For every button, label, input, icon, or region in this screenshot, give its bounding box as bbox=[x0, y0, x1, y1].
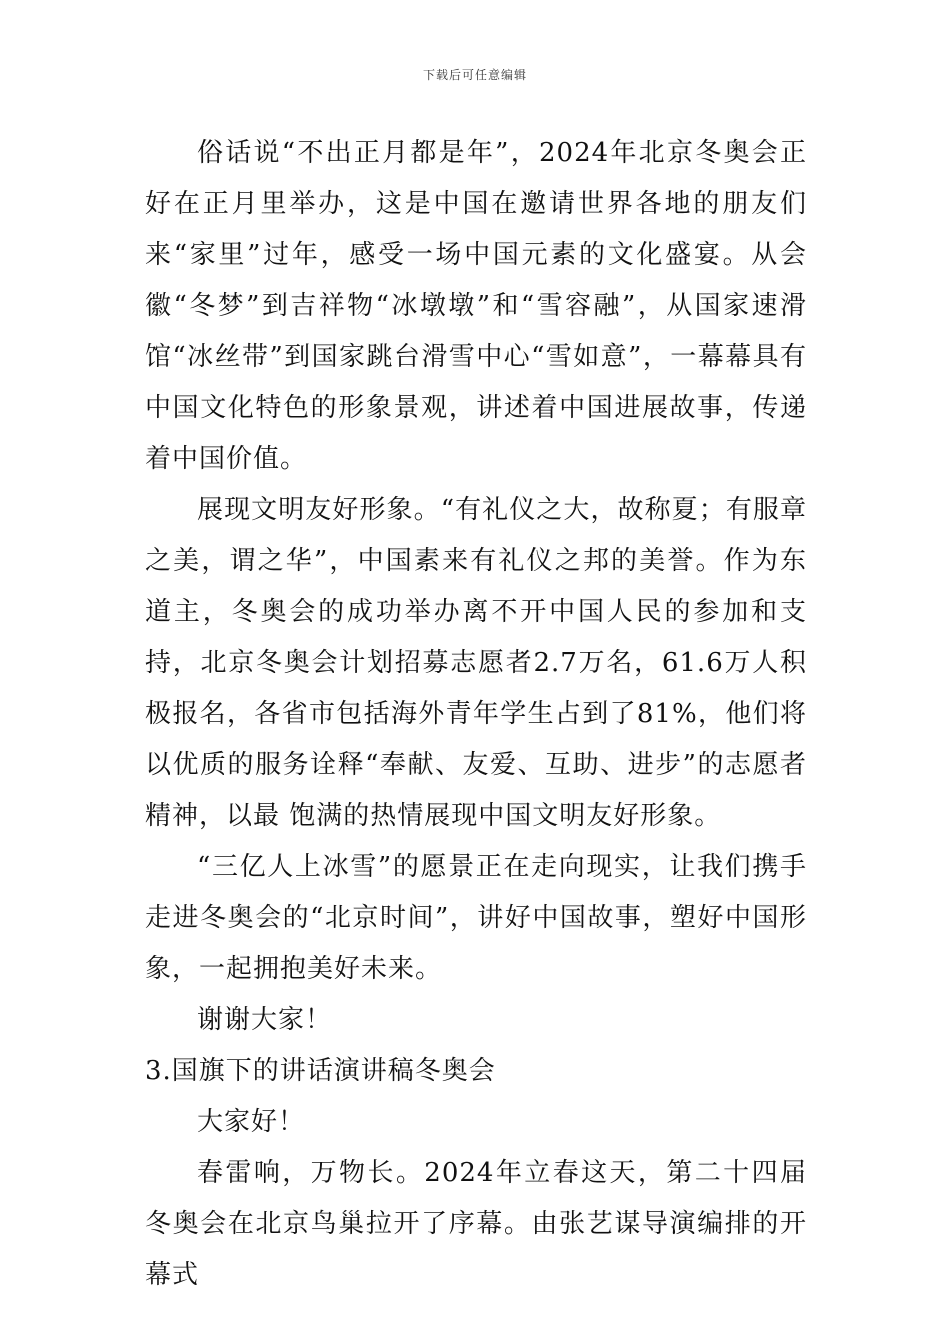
paragraph-opening-ceremony: 春雷响，万物长。2024年立春这天，第二十四届冬奥会在北京鸟巢拉开了序幕。由张艺谋导演编排的开幕式 bbox=[145, 1158, 807, 1290]
greeting: 大家好！ bbox=[197, 1107, 306, 1137]
header-note: 下载后可任意编辑 bbox=[422, 68, 527, 82]
paragraph-civilized-image: 展现文明友好形象。“有礼仪之大，故称夏；有服章之美，谓之华”，中国素来有礼仪之邦的美誉。作为东道主，冬奥会的成功举办离不开中国人民的参加和支持，北京冬奥会计划招募志愿者2.7万名，61.6万人积极报名，各省市包括海外青年学生占到了81%，他们将以优质的服务诠释“奉献、友爱、互助、进步”的志愿者精神，以最 饱满的热情展现中国文明友好形象。 bbox=[145, 495, 807, 831]
section-heading: 3.国旗下的讲话演讲稿冬奥会 bbox=[145, 1056, 496, 1086]
paragraph-new-year-culture: 俗话说“不出正月都是年”，2024年北京冬奥会正好在正月里举办，这是中国在邀请世界各地的朋友们来“家里”过年，感受一场中国元素的文化盛宴。从会徽“冬梦”到吉祥物“冰墩墩”和“雪容融”，从国家速滑馆“冰丝带”到国家跳台滑雪中心“雪如意”，一幕幕具有中国文化特色的形象景观，讲述着中国进展故事，传递着中国价值。 bbox=[145, 138, 807, 474]
body-text bbox=[145, 128, 807, 1301]
paragraph-thanks: 谢谢大家！ bbox=[197, 1005, 333, 1035]
paragraph-ice-snow-vision: “三亿人上冰雪”的愿景正在走向现实，让我们携手走进冬奥会的“北京时间”，讲好中国故事，塑好中国形象，一起拥抱美好未来。 bbox=[145, 852, 807, 984]
